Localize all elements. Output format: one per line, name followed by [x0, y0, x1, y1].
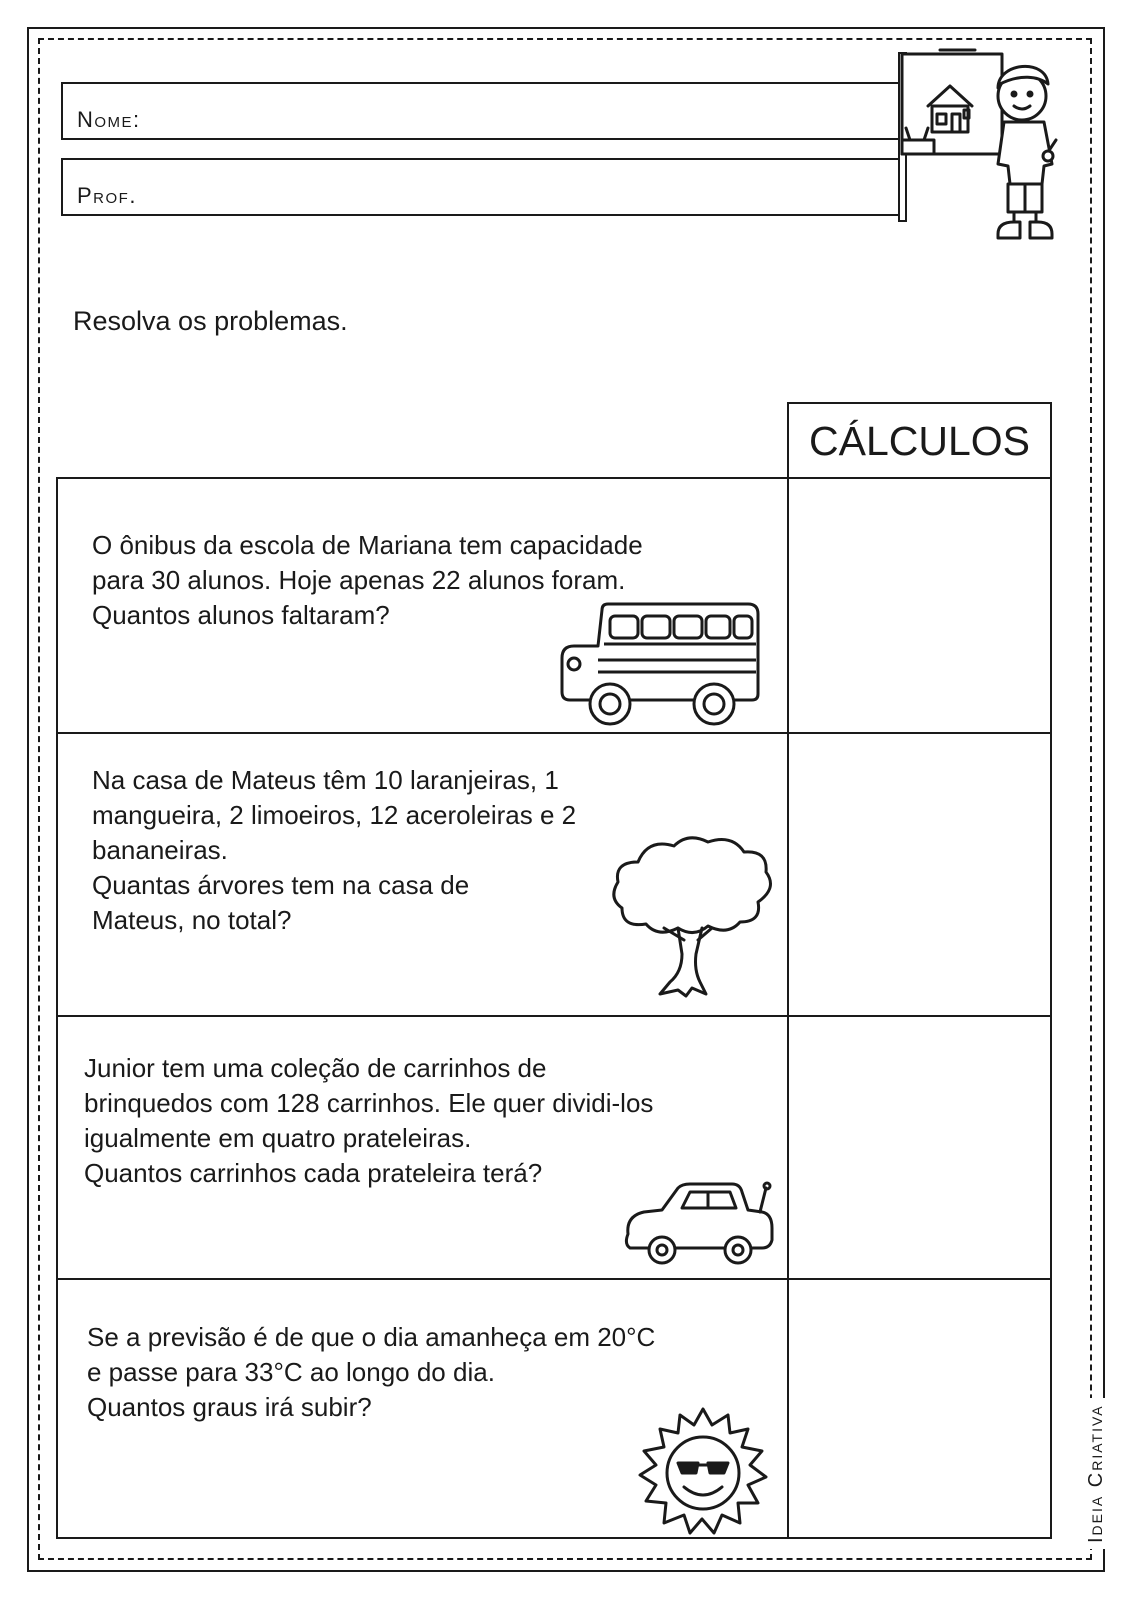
name-label: Nome: [77, 107, 141, 132]
calculations-header: CÁLCULOS [787, 402, 1052, 478]
problem-line: brinquedos com 128 carrinhos. Ele quer dividi-los [84, 1088, 654, 1118]
teacher-label: Prof. [77, 183, 137, 208]
brand-signature: Ideia Criativa [1085, 1398, 1108, 1549]
problem-line: mangueira, 2 limoeiros, 12 aceroleiras e 2 [92, 800, 577, 830]
problem-line: para 30 alunos. Hoje apenas 22 alunos foram. [92, 565, 626, 595]
problem-2 [92, 763, 576, 938]
problem-line: Quantos carrinhos cada prateleira terá? [84, 1158, 543, 1188]
problem-line: Quantos graus irá subir? [87, 1392, 372, 1422]
row-divider [56, 732, 1052, 734]
sun-icon [634, 1405, 772, 1543]
problem-3 [84, 1051, 653, 1191]
instruction-text: Resolva os problemas. [73, 306, 348, 336]
problem-line: Quantas árvores tem na casa de [92, 870, 470, 900]
row-divider [56, 1278, 1052, 1280]
problem-line: igualmente em quatro prateleiras. [84, 1123, 472, 1153]
column-divider [787, 477, 789, 1539]
car-icon [622, 1178, 778, 1266]
boy-drawing-icon [880, 44, 1080, 250]
problem-line: O ônibus da escola de Mariana tem capacidade [92, 530, 643, 560]
problem-line: Na casa de Mateus têm 10 laranjeiras, 1 [92, 765, 559, 795]
problem-line: Quantos alunos faltaram? [92, 600, 390, 630]
problem-line: bananeiras. [92, 835, 228, 865]
tree-icon [608, 832, 778, 1002]
problem-line: Junior tem uma coleção de carrinhos de [84, 1053, 547, 1083]
problem-line: Mateus, no total? [92, 905, 292, 935]
problem-4 [87, 1320, 655, 1425]
bus-icon [558, 602, 766, 730]
row-divider [56, 1015, 1052, 1017]
name-field[interactable] [61, 82, 901, 140]
problem-line: e passe para 33°C ao longo do dia. [87, 1357, 495, 1387]
problem-line: Se a previsão é de que o dia amanheça em 20°C [87, 1322, 656, 1352]
teacher-field[interactable] [61, 158, 901, 216]
